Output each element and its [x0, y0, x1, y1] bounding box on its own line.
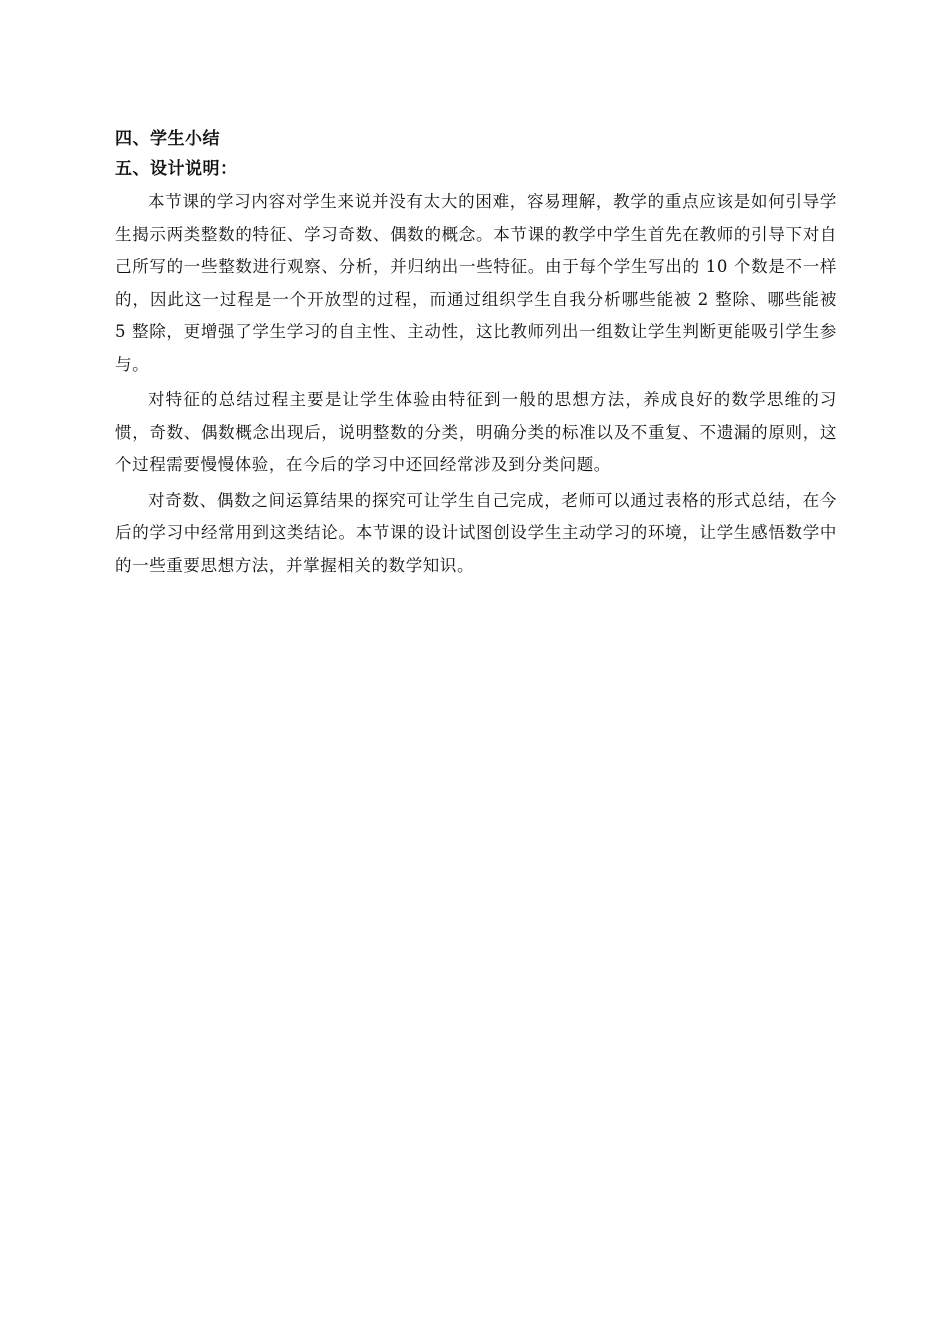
section-heading-student-summary: 四、学生小结 [115, 129, 220, 149]
paragraph-1: 本节课的学习内容对学生来说并没有太大的困难，容易理解，教学的重点应该是如何引导学生揭示两类整数的特征、学习奇数、偶数的概念。本节课的教学中学生首先在教师的引导下对自己所写的一些整数进行观察、分析，并归纳出一些特征。由于每个学生写出的 10 个数是不一样的，因此这一过程是一个开放型的过程，而通过组织学生自我分析哪些能被 2 整除、哪些能被 5 整除，更增强了学生学习的自主性、主动性，这比教师列出一组数让学生判断更能吸引学生参与。 [115, 192, 837, 374]
paragraph-3: 对奇数、偶数之间运算结果的探究可让学生自己完成，老师可以通过表格的形式总结，在今后的学习中经常用到这类结论。本节课的设计试图创设学生主动学习的环境，让学生感悟数学中的一些重要思想方法，并掌握相关的数学知识。 [115, 490, 837, 575]
paragraph-2: 对特征的总结过程主要是让学生体验由特征到一般的思想方法，养成良好的数学思维的习惯，奇数、偶数概念出现后，说明整数的分类，明确分类的标准以及不重复、不遗漏的原则，这个过程需要慢慢体验，在今后的学习中还回经常涉及到分类问题。 [115, 390, 837, 474]
document-body [115, 124, 837, 582]
section-heading-design-notes: 五、设计说明： [115, 159, 238, 179]
